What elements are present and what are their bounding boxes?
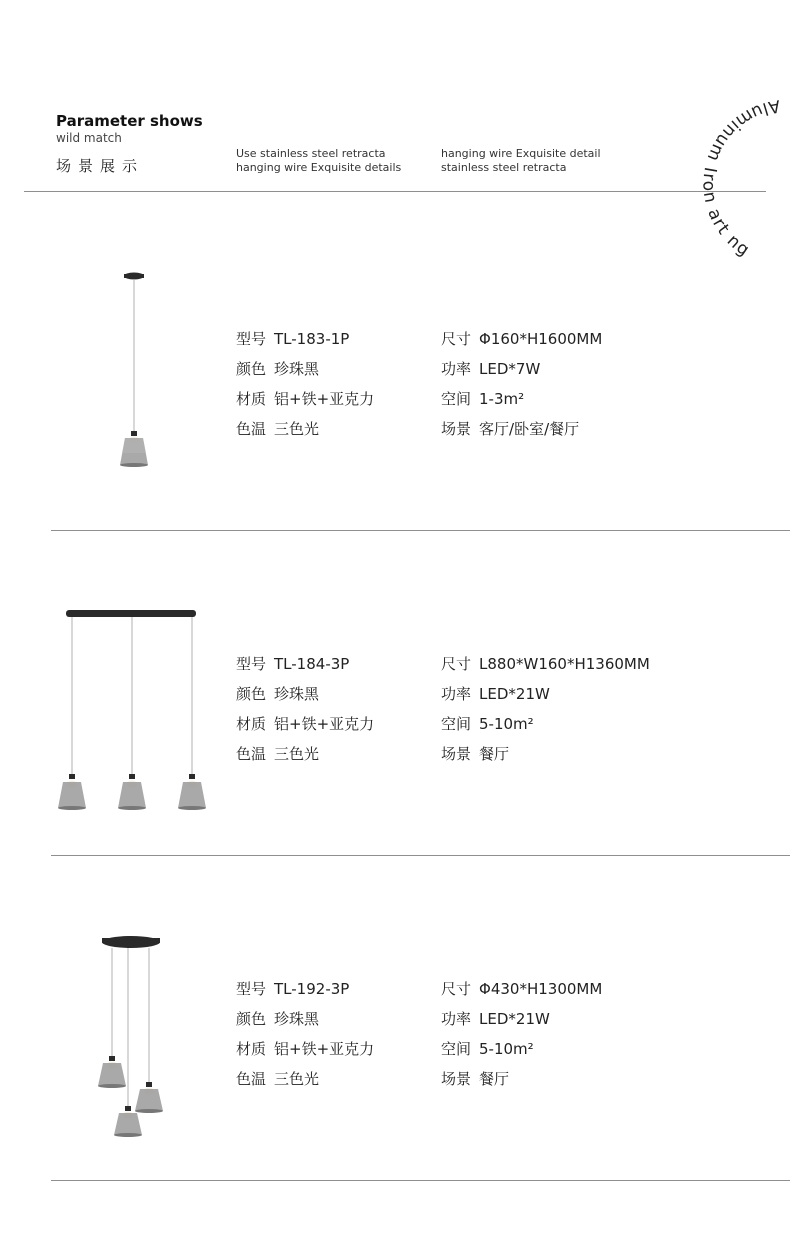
spec-row: [236, 1034, 374, 1064]
spec-row: [236, 974, 374, 1004]
spec-value: 客厅/卧室/餐厅: [479, 420, 580, 438]
svg-text:Aluminum Iron art ng: [698, 95, 781, 261]
spec-left-2: [236, 649, 374, 769]
row-divider: [51, 530, 790, 531]
spec-label: 功率: [441, 685, 472, 703]
spec-value: 餐厅: [479, 1070, 510, 1088]
pendant-lamp-linear-image: [52, 604, 212, 814]
spec-label: 颜色: [236, 685, 267, 703]
spec-label: 颜色: [236, 1010, 267, 1028]
spec-value: Φ430*H1300MM: [479, 980, 603, 998]
spec-row: [441, 384, 602, 414]
spec-row: [236, 649, 374, 679]
spec-value: 三色光: [274, 1070, 320, 1088]
description-left: [236, 147, 401, 175]
spec-label: 材质: [236, 390, 267, 408]
spec-row: [236, 739, 374, 769]
description-right: [441, 147, 601, 175]
spec-right-2: [441, 649, 650, 769]
spec-row: [236, 414, 374, 444]
spec-value: 珍珠黑: [274, 360, 320, 378]
spec-label: 功率: [441, 1010, 472, 1028]
spec-label: 颜色: [236, 360, 267, 378]
spec-row: [236, 354, 374, 384]
spec-right-1: [441, 324, 602, 444]
spec-label: 空间: [441, 390, 472, 408]
spec-row: [236, 1064, 374, 1094]
spec-row: [441, 1034, 602, 1064]
spec-value: 三色光: [274, 420, 320, 438]
spec-value: 珍珠黑: [274, 685, 320, 703]
spec-label: 色温: [236, 1070, 267, 1088]
spec-value: 1-3m²: [479, 390, 525, 408]
spec-row: [236, 1004, 374, 1034]
spec-label: 色温: [236, 745, 267, 763]
description-line: hanging wire Exquisite details: [236, 161, 402, 174]
spec-value: LED*21W: [479, 1010, 550, 1028]
spec-row: [441, 739, 650, 769]
pendant-lamp-single-image: [112, 268, 156, 473]
spec-value: 5-10m²: [479, 1040, 534, 1058]
spec-label: 功率: [441, 360, 472, 378]
spec-label: 空间: [441, 715, 472, 733]
spec-row: [441, 1064, 602, 1094]
spec-value: LED*21W: [479, 685, 550, 703]
spec-label: 型号: [236, 655, 267, 673]
spec-value: TL-183-1P: [274, 330, 350, 348]
spec-value: 餐厅: [479, 745, 510, 763]
spec-row: [236, 324, 374, 354]
arc-text: Aluminum Iron art ng: [698, 95, 782, 262]
page-title: Parameter shows: [56, 112, 203, 130]
spec-row: [441, 414, 602, 444]
spec-value: Φ160*H1600MM: [479, 330, 603, 348]
cn-title: 场景展示: [56, 157, 145, 175]
spec-value: 铝+铁+亚克力: [274, 390, 375, 408]
spec-label: 型号: [236, 330, 267, 348]
spec-row: [236, 679, 374, 709]
spec-row: [441, 1004, 602, 1034]
spec-row: [441, 354, 602, 384]
spec-label: 色温: [236, 420, 267, 438]
spec-label: 场景: [441, 1070, 472, 1088]
pendant-lamp-round-image: [90, 928, 170, 1140]
spec-row: [236, 709, 374, 739]
page-subtitle: wild match: [56, 131, 122, 145]
spec-value: LED*7W: [479, 360, 541, 378]
spec-value: 铝+铁+亚克力: [274, 1040, 375, 1058]
spec-value: TL-184-3P: [274, 655, 350, 673]
spec-value: 珍珠黑: [274, 1010, 320, 1028]
spec-left-3: [236, 974, 374, 1094]
description-line: stainless steel retracta: [441, 161, 567, 174]
spec-row: [441, 649, 650, 679]
spec-value: L880*W160*H1360MM: [479, 655, 650, 673]
spec-row: [441, 974, 602, 1004]
spec-value: 5-10m²: [479, 715, 534, 733]
spec-label: 材质: [236, 715, 267, 733]
spec-value: 三色光: [274, 745, 320, 763]
spec-value: 铝+铁+亚克力: [274, 715, 375, 733]
row-divider: [51, 855, 790, 856]
spec-label: 场景: [441, 745, 472, 763]
spec-row: [236, 384, 374, 414]
spec-right-3: [441, 974, 602, 1094]
spec-row: [441, 679, 650, 709]
spec-value: TL-192-3P: [274, 980, 350, 998]
spec-label: 场景: [441, 420, 472, 438]
description-line: Use stainless steel retracta: [236, 147, 386, 160]
description-line: hanging wire Exquisite detail: [441, 147, 601, 160]
spec-row: [441, 709, 650, 739]
spec-label: 空间: [441, 1040, 472, 1058]
row-divider: [51, 1180, 790, 1181]
spec-label: 尺寸: [441, 655, 472, 673]
spec-label: 型号: [236, 980, 267, 998]
spec-left-1: [236, 324, 374, 444]
spec-row: [441, 324, 602, 354]
spec-label: 尺寸: [441, 980, 472, 998]
circular-brand-text: [640, 90, 790, 290]
spec-label: 尺寸: [441, 330, 472, 348]
spec-label: 材质: [236, 1040, 267, 1058]
